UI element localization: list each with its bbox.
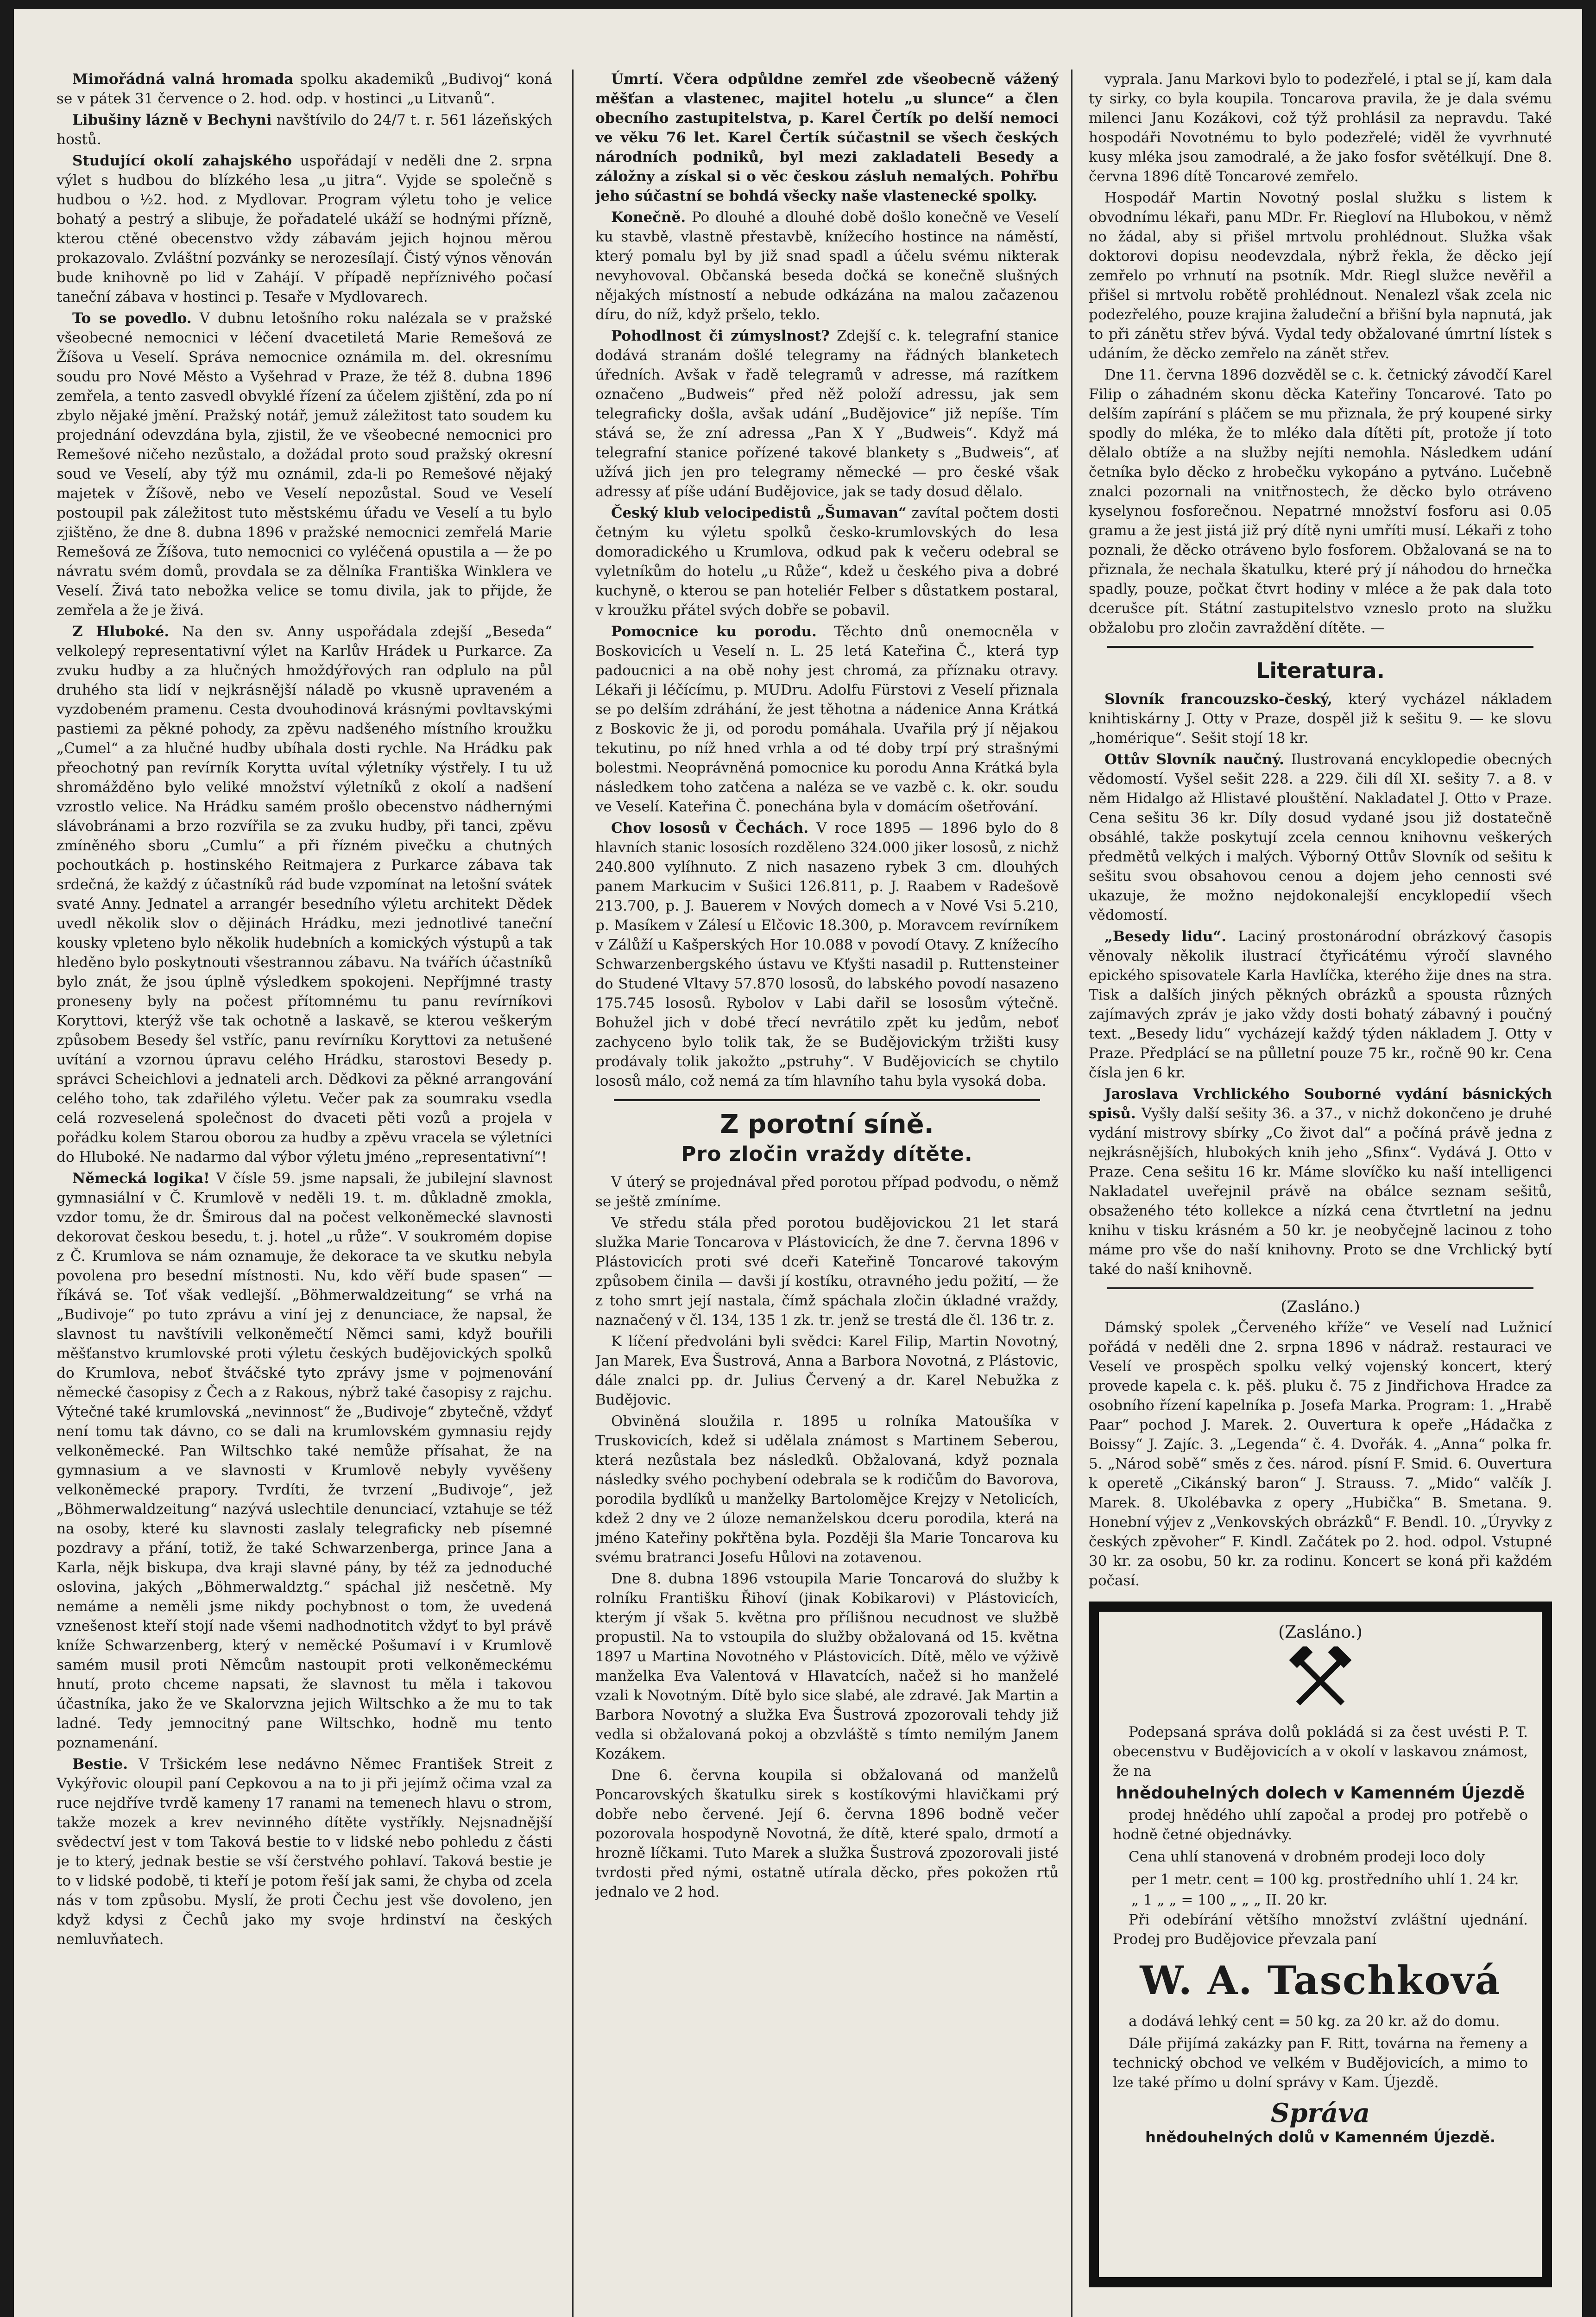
article-paragraph xyxy=(595,1332,1059,1410)
article-paragraph xyxy=(595,818,1059,1091)
article-body: Zdejší c. k. telegrafní stanice dodává stranám došlé telegramy na řádných blanketech úředních. Avšak v řadě telegramů v adresse, má razítkem označeno „Budweis“ před něž položí adressu, jak sem telegraficky došla, avšak udání „Budějovice“ již nepíše. Tím stává se, že zní adressa „Pan X Y „Budweis“. Když má telegrafní stanice pořízené takové blankety s „Budweis“, ať užívá jich jen pro telegramy německé — pro české však adressy ať píše udání Budějovice, jak se tady dosud dělalo. xyxy=(595,328,1059,500)
article-paragraph xyxy=(57,70,552,108)
article-body: Ve středu stála před porotou budějovickou 21 let stará služka Marie Toncarova v Plástovicích, že dne 7. června 1896 v Plástovicích proti své dceři Kateřině Toncarové takovým způsobem činila — davši jí kostíku, otravného jedu požití, — že z toho smrt její nastala, čímž spáchala zločin úkladné vraždy, naznačený v čl. 134, 135 1 zk. tr. jenž se trestá dle čl. 136 tr. z. xyxy=(595,1215,1059,1329)
article-body: Na den sv. Anny uspořádala zdejší „Beseda“ velkolepý representativní výlet na Karlův Hrádek u Purkarce. Za zvuku hudby a za hlučných hmoždýřových ran odplulo na půl druhého sta lidí v nejkrásnější náladě po vkusně upraveném a vyzdobeném pramenu. Cesta dvouhodinová krásnými povltavskými pastiemi za pěkné pohody, za zpěvu nadšeného místního kroužku „Cumel“ a za hlučné hudby ubíhala dosti rychle. Na Hrádku pak přeochotný pan revírník Korytta uvítal výletníky výstřely. I tu už shromážděno bylo veliké množství výletníků z okolí a nadšení vzrostlo velice. Na Hrádku samém prošlo obecenstvo nádhernými slávobránami a brzo rozvířila se za zvuku hudby, při tanci, zpěvu zmíněného sboru „Cumlu“ a při řízném pivečku a chutných pochoutkách p. hostinského Reitmajera z Purkarce zábava tak srdečná, že každý z účastníků rád bude vzpomínat na letošní svátek svaté Anny. Jednatel a arrangér besedního výletu architekt Dědek uvedl několik slov o dějinách Hrádku, mezi jednotlivé taneční kousky vpleteno bylo několik hudebních a komických výstupů a tak hleděno bylo poskytnouti všestrannou zábavu. Na tvářích účastníků bylo znát, že jsou úplně výsledkem spokojeni. Nepříjmné trasty proneseny byly na počest přítomnému tu panu revírníkovi Koryttovi, kterýž vše tak ochotně a laskavě, se kterou veškerým způsobem Besedy šel vstříc, panu revírníku Koryttovi za netušené uvítání a vzornou úpravu celého Hrádku, starostovi Besedy p. správci Scheichlovi a jednateli arch. Dědkovi za pěkné arrangování celého toho, tak zdařilého výletu. Večer pak za soumraku vsedla celá rozveselená společnost do dvaceti pěti vozů a projela v pořádku kolem Starou oborou za hudby a zpěvu vracela se výletníci do Hluboké. Ne nadarmo dal výbor výletu jméno „representativní“! xyxy=(57,623,552,1165)
article-paragraph xyxy=(1089,750,1552,925)
article-body: V čísle 59. jsme napsali, že jubilejní slavnost gymnasiální v Č. Krumlově v neděli 19. t. m. důkladně zmokla, vzdor tomu, že dr. Šmirous dal na počest velkoněmecké slavnosti dekorovat českou besedu, t. j. hotel „u růže“. V soukromém dopise z Č. Krumlova se nám oznamuje, že dekorace ta ve skutku nebyla povolena pro besední místnosti. Nu, kdo věří bude spasen“ — říkává se. Toť však vedlejší. „Böhmerwaldzeitung“ se vrhá na „Budivoje“ po tuto zprávu a viní jej z denunciace, že napsal, že slavnost tu navštívili velkoněmečtí Němci sami, když bouřili měšťanstvo krumlovské proti výletu českých budějovických spolků do Krumlova, neboť štváčské tyto zprávy jsme v pojmenování německé časopisy z Čech a z Rakous, nýbrž také časopisy z rajchu. Výtečné také krumlovská „nevinnost“ že „Budivoje“ zbytečně, vždyť není tomu tak dávno, co se dali na krumlovském gymnasiu rejdy velkoněmecké. Pan Wiltschko také nemůže přísahat, že na gymnasium a ve slavnosti v Krumlově nebyly vyvěšeny velkoněmecké prapory. Tvrdíti, že tvrzení „Budivoje“, jež „Böhmerwaldzeitung“ nazývá uslechtile denunciací, vztahuje se též na osoby, které ku slavnosti zaslaly telegraficky neb písemné pozdravy a přání, totiž, že také Schwarzenberga, prince Jana a Karla, nějk biskupa, dva kraji slavné pány, by též za jednoduché oslovina, jakých „Böhmerwaldztg.“ spáchal již nesčetně. My nemáme a neměli jsme nikdy pochybnost o tom, že uvedená vznešenost kteří stojí nade všemi nadhodnotitch vždyť to byl právě kníže Schwarzenberg, který v neměcké Pošumaví i v Krumlově samém musil proti Němcům nastoupit proti velkoněmeckému hnutí, proto chceme napsati, že slavnost tu měla i takovou účastníka, jako že ve Skalorvzna jejich Wiltschko a že mu to tak ladné. Tedy jemnocitný pane Wiltschko, hodně mu tento poznamenání. xyxy=(57,1170,552,1751)
article-body: V úterý se projednával před porotou případ podvodu, o němž se ještě zmíníme. xyxy=(595,1174,1059,1210)
article-paragraph xyxy=(1089,690,1552,748)
coal-advertisement xyxy=(1089,1602,1552,2287)
article-body: uspořádají v neděli dne 2. srpna výlet s hudbou do blízkého lesa „u jitra“. Vyjde se společně s hudbou o ½2. hod. z Mydlovar. Program výletu toho je velice bohatý a pestrý a slibuje, že pořadatelé ukáží se hodnými přízně, kterou ctěné obecenstvo vždy zábavám jejich hojnou měrou prokazovalo. Zvláštní pozvánky se nerozesílají. Čistý výnos věnován bude knihovně po lid v Zahájí. V případě nepříznivého počasí taneční zábava v hostinci p. Tesaře v Mydlovarech. xyxy=(57,152,552,305)
article-lead: Chov lososů v Čechách. xyxy=(611,820,809,836)
ad-label: (Zasláno.) xyxy=(1278,1623,1363,1642)
article-paragraph xyxy=(1089,927,1552,1083)
article-lead: Slovník francouzsko-český, xyxy=(1104,691,1332,708)
article-lead: Pomocnice ku porodu. xyxy=(611,623,817,640)
court-section-title: Z porotní síně. xyxy=(720,1109,934,1140)
article-body: spolku akademiků „Budivoj“ koná se v pátek 31 července o 2. hod. odp. v hostinci „u Litvanů“. xyxy=(57,71,552,107)
article-lead: Pohodlnost či zúmyslnost? xyxy=(611,328,830,344)
article-paragraph xyxy=(595,1172,1059,1211)
literature-title: Literatura. xyxy=(1256,658,1385,683)
article-body: Po dlouhé a dlouhé době došlo konečně ve Veselí ku stavbě, vlastně přestavbě, knížecího hostince na náměstí, který pomalu byl by již snad spadl a účelu svému nikterak nevyhovoval. Občanská beseda dočká se konečně slušných nějakých místností a nebude odkázána na malou začazenou díru, do níž, když pršelo, teklo. xyxy=(595,209,1059,323)
article-paragraph xyxy=(57,1754,552,1949)
article-paragraph xyxy=(595,1412,1059,1567)
article-body: V dubnu letošního roku nalézala se v pražské všeobecné nemocnici v léčení dvacetiletá Marie Remešová ze Žíšova u Veselí. Správa nemocnice oznámila m. del. okresnímu soudu pro Nové Město a Vyšehrad v Praze, že též 8. dubna 1896 zemřela, a tento zasvedl obvyklé řízení za účelem zjištění, zda po ní zbylo nějaké jmění. Pražský notář, jemuž záležitost tato soudem ku projednání odevzdána byla, zjistil, že ve všeobecné nemocnici pro Remešové ničeho nezůstalo, a dožádal proto soud pražský okresní soud ve Veselí, aby týž mu oznámil, zda-li po Remešové nějaký majetek v Žíšově, nebo ve Veselí nepozůstal. Soud ve Veselí postoupil pak záležitost tuto městskému úřadu ve Veselí a tu bylo zjištěno, že dne 8. dubna 1896 v pražské nemocnici zemřelá Marie Remešová ze Žíšova, tuto nemocnici co vyléčená opustila a — že po návratu svém domů, provdala se za dělníka Františka Winklera ve Veselí. Živá tato nebožka velice se tomu divila, jak to přijde, že zemřela a že je živá. xyxy=(57,310,552,619)
column-3 xyxy=(1089,70,1552,2317)
article-lead: Bestie. xyxy=(72,1756,128,1773)
ad-mid: prodej hnědého uhlí započal a prodej pro potřebě o hodně četné objednávky. xyxy=(1113,1807,1528,1843)
article-paragraph xyxy=(595,622,1059,817)
article-paragraph xyxy=(57,622,552,1167)
article-lead: Konečně. xyxy=(611,209,686,226)
article-body: Těchto dnů onemocněla v Boskovicích u Veselí n. L. 25 letá Kateřina Č., která typ padoucnici a na obě nohy jest chromá, za příznaku otravy. Lékaři ji léčícímu, p. MUDru. Adolfu Fürstovi z Veselí přiznala se po delším zdráhání, že jest těhotna a nádenice Anna Krátká z Boskovic že ji, od porodu pomáhala. Uvařila prý jí nějakou tekutinu, po níž hned vrhla a od té doby trpí prý strašnými bolestmi. Neoprávněná pomocnice ku porodu Anna Krátká byla následkem toho zatčena a naléza se ve vazbě c. k. okr. soudu ve Veselí. Kateřina Č. ponechána byla v domácím ošetřování. xyxy=(595,623,1059,815)
article-lead: Úmrtí. Včera odpůldne zemřel zde všeobecně vážený měšťan a vlastenec, majitel hotelu „u slunce“ a člen obecního zastupitelstva, p. Karel Čertík po delší nemoci ve věku 76 let. Karel Čertík súčastnil se všech českých národních podniků, byl mezi zakladateli Besedy a záložny a získal si o věc českou zásluh nemalých. Pohřbu jeho súčastní se bohdá všecky naše vlastenecké spolky. xyxy=(595,71,1059,204)
article-body: V roce 1895 — 1896 bylo do 8 hlavních stanic lososích rozděleno 324.000 jiker lososů, z nichž 240.800 vylíhnuto. Z nich nasazeno rybek 3 cm. dlouhých panem Markucim v Sušici 126.811, p. J. Raabem v Radešově 213.700, p. J. Bauerem v Nových domech a v Nové Vsi 5.210, p. Masíkem v Zálesí u Elčovic 18.300, p. Moravcem revírníkem v Zálůží u Kašperských Hor 10.088 v povodí Otavy. Z knížecího Schwarzenbergského ústavu ve Kťyšti nasadil p. Ruttensteiner do Studené Vltavy 57.870 lososů, do labského povodí nasazeno 175.745 lososů. Rybolov v Labi dařil se lososům výtečně. Bohužel jich v dobé třecí nevrátilo zpět ku jedům, neboť zachyceno bylo tolik tak, že se Budějovickým tržišti kusy prodávaly tolik jakožto „pstruhy“. V Budějovicích se chytilo lososů málo, což nemá za tím hlavního tahu byla vysoká doba. xyxy=(595,820,1059,1089)
article-lead: Mimořádná valná hromada xyxy=(72,71,294,88)
crossed-hammers-icon xyxy=(1286,1646,1355,1716)
column-2-news xyxy=(595,70,1059,1091)
article-lead: To se povedlo. xyxy=(72,310,192,327)
article-body: Obviněná sloužila r. 1895 u rolníka Matoušíka v Truskovicích, kdež si udělala známost s Martinem Seberou, která nezůstala bez následků. Obžalovaná, když poznala následky svého pochybení odebrala se k rodičům do Bavorova, porodila bydlíků u manželky Bartolomějce Krejzy v Netolicích, kdež 2 dny ve 2 úloze nemanželskou dceru porodila, která na jméno Kateřiny pokřtěna byla. Později šla Marie Toncarova ku svému bratranci Josefu Hůlovi na zotavenou. xyxy=(595,1413,1059,1566)
article-body: Vyšly další sešity 36. a 37., v nichž dokončeno je druhé vydání mistrovy sbírky „Co život dal“ a počíná právě jedna z nejkrásnějších, hlubokých knih jeho „Sfinx“. Vydává J. Otto v Praze. Cena sešitu 16 kr. Máme slovíčko ku naší intelligenci Nakladatel uveřejnil právě na obálce seznam sešitů, obsaženého této kollekce a nízká cena čtvrtletní na jednu knihu v tisku krásném a 50 kr. je neobyčejně lacinou z toho máme pro vše do naší knihovny. Proto se dne Vrchlický bytí také do naší knihovně. xyxy=(1089,1105,1552,1278)
article-body: Hospodář Martin Novotný poslal služku s listem k obvodnímu lékaři, panu MDr. Fr. Riegloví na Hlubokou, v němž no žádal, aby si přišel mrtvolu prohlédnout. Služka však doktorovi dopisu neodevzdala, nýbrž řekla, že děcko její zemřelo po vrhnutí na psotník. Mdr. Riegl služce nevěřil a přišel si mrtvolu robětě prohlédnout. Nenalezl však zcela nic podezřelého, pouze krajina žaludeční a břišní byla napnutá, jak to při zánětu střev bývá. Vydal tedy obžalované úmrtní lístek s udáním, že děcko zemřelo na zánět střev. xyxy=(1089,190,1552,362)
ad-mine-name: hnědouhelných dolech v Kamenném Újezdě xyxy=(1116,1784,1525,1803)
court-report xyxy=(595,1172,1059,1902)
column-2 xyxy=(595,70,1059,2317)
article-paragraph xyxy=(595,208,1059,324)
article-lead: Německá logika! xyxy=(72,1170,210,1187)
price-line: „ 1 „ „ = 100 „ „ „ II. 20 kr. xyxy=(1131,1892,1328,1908)
article-body: který vycházel nákladem knihtiskárny J. Otty v Praze, dospěl již k sešitu 9. — ke slovu „homérique“. Sešit stojí 18 kr. xyxy=(1089,691,1552,747)
divider xyxy=(1107,646,1533,648)
article-paragraph xyxy=(57,110,552,149)
article-paragraph xyxy=(57,309,552,620)
article-body: Dne 6. června koupila si obžalovaná od manželů Poncarovských škatulku sirek s kostíkovými hlavičkami prý dobře nebo červené. Její 6. června 1896 bodně večer pozorovala hospodyně Novotná, že dítě, které spalo, drmotí a hrozně líčkami. Tuto Marek a služka Šustrová zpozorovali jisté tvrdosti před nými, ostatně utírala děcko, přes pokožen rtů jednalo ve 2 hod. xyxy=(595,1767,1059,1900)
court-report-continued xyxy=(1089,70,1552,638)
article-paragraph xyxy=(595,503,1059,620)
article-body: Laciný prostonárodní obrázkový časopis věnovaly několik ilustrací čtyřicátému výročí slavného epického spisovatele Karla Havlíčka, kterého žije dnes na stra. Tisk a dalších jiných pěkných obrázků a spousta různých zajímavých zpráv je jako vždy dosti bohatý zábavný i poučný text. „Besedy lidu“ vycházejí každý týden nákladem J. Otty v Praze. Předplácí se na půlletní pouze 75 kr., ročně 90 kr. Cena čísla jen 6 kr. xyxy=(1089,928,1552,1081)
ad-agency: Při odebírání většího množství zvláštní ujednání. Prodej pro Budějovice převzala paní xyxy=(1113,1912,1528,1948)
article-paragraph xyxy=(1089,70,1552,186)
newspaper-page xyxy=(14,9,1582,2317)
price-line: per 1 metr. cent = 100 kg. prostředního uhlí 1. 24 kr. xyxy=(1131,1871,1519,1888)
zaslano-label: (Zasláno.) xyxy=(1281,1298,1360,1316)
ad-delivery: a dodává lehký cent = 50 kg. za 20 kr. až do domu. xyxy=(1129,2013,1500,2030)
column-rule xyxy=(1071,70,1072,2317)
ad-sprava: Správa xyxy=(1270,2098,1370,2128)
article-body: vyprala. Janu Markovi bylo to podezřelé, i ptal se jí, kam dala ty sirky, co byla koupila. Toncarova pravila, že je dala svému milenci Janu Kozákovi, což týž prohlásil za nepravdu. Také hospodáři Novotnému to bylo podezřelé; viděl že vyvrhnuté kusy mléka jsou zamodralé, a že jako fosfor světélkují. Dne 8. června 1896 dítě Toncarové zemřelo. xyxy=(1089,71,1552,185)
article-lead: „Besedy lidu“. xyxy=(1104,928,1227,945)
ad-price-intro: Cena uhlí stanovená v drobném prodeji loco doly xyxy=(1129,1849,1485,1865)
article-paragraph xyxy=(595,1569,1059,1764)
article-lead: Libušiny lázně v Bechyni xyxy=(72,112,272,128)
column-rule xyxy=(572,70,574,2317)
article-lead: Studující okolí zahajského xyxy=(72,152,292,169)
article-paragraph xyxy=(595,326,1059,501)
article-lead: Jaroslava Vrchlického Souborné vydání básnických spisů. xyxy=(1089,1086,1552,1122)
article-body: K líčení předvoláni byli svědci: Karel Filip, Martin Novotný, Jan Marek, Eva Šustrová, Anna a Barbora Novotná, z Plástovic, dále znalci pp. dr. Julius Červený a dr. Karel Nebužka z Budějovic. xyxy=(595,1333,1059,1408)
court-case-subtitle: Pro zločin vraždy dítěte. xyxy=(681,1142,973,1166)
divider xyxy=(614,1099,1040,1101)
article-paragraph xyxy=(595,70,1059,206)
article-body: Dne 11. června 1896 dozvěděl se c. k. četnický závodčí Karel Filip o záhadném skonu děcka Kateřiny Toncarové. Tato po delším zapírání s pláčem se mu přiznala, že prý koupené sirky spodly do mléka, že to mléko dala dítěti pít, protože jí toto dělalo obtíže a na služby nejíti nemohla. Následkem udání četníka bylo děcko z hrobečku vykopáno a pytváno. Lučebně znalci pozornali na vnitřnostech, že děcko bylo otráveno kyselynou fosforečnou. Nepatrné množství fosforu asi 0.05 gramu a že jest jistá již prý dítě nyni umříti musí. Lékaři z toho poznali, že děcko otráveno bylo fosforem. Obžalovaná se na to přiznala, že nechala škatulku, které prý jí náhodou do hrnečka spadly, pouze, počkat čtvrt hodiny v mléce a že pak dala toto dcerušce pít. Státní zastupitelstvo vzneslo proto na služku obžalobu pro zločin zavraždění dítěte. — xyxy=(1089,367,1552,636)
ad-orders: Dále přijímá zakázky pan F. Ritt, továrna na řemeny a technický obchod ve velkém v Budějovicích, a mimo to lze také přímo u dolní správy v Kam. Újezdě. xyxy=(1113,2035,1528,2091)
concert-notice: Dámský spolek „Červeného kříže“ ve Veselí nad Lužnicí pořádá v neděli dne 2. srpna 1896 v nádraž. restauraci ve Veselí ve prospěch spolku velký vojenský koncert, který provede kapela c. k. pěš. pluku č. 75 z Jindřichova Hradce za osobního řízení kapelníka p. Josefa Marka. Program: 1. „Hrabě Paar“ pochod J. Marek. 2. Ouvertura k opeře „Hádačka z Boissy“ J. Zajíc. 3. „Legenda“ č. 4. Dvořák. 4. „Anna“ polka fr. 5. „Národ sobě“ směs z čes. národ. písní F. Smid. 6. Ouvertura k operetě „Cikánský baron“ J. Strauss. 7. „Mido“ valčík J. Marek. 8. Ukolébavka z opery „Hubička“ B. Smetana. 9. Honební výjev z „Venkovských obrázků“ F. Bendl. 10. „Úryvky z českých zpěvoher“ F. Kindl. Začátek po 2. hod. odpol. Vstupné 30 kr. za osobu, 50 kr. za rodinu. Koncert se koná při každém počasí. xyxy=(1089,1319,1552,1589)
ad-footer: hnědouhelných dolů v Kamenném Újezdě. xyxy=(1145,2128,1495,2146)
article-paragraph xyxy=(1089,1084,1552,1279)
article-paragraph xyxy=(595,1766,1059,1902)
column-1 xyxy=(57,70,552,2317)
article-body: Ilustrovaná encyklopedie obecných vědomostí. Vyšel sešit 228. a 229. čili díl XI. sešity 7. a 8. v něm Hidalgo až Hlistavé plouštění. Nakladatel J. Otto v Praze. Cena sešitu 36 kr. Díly dosud vydané jsou již dostatečně obsáhlé, takže poskytují zcela cennou knihovnu veškerých předmětů velkých i malých. Výborný Ottův Slovník od sešitu k sešitu svou obsahovou cenou a dojem jeho cennosti své ukazuje, že možno nejdokonalejší encyklopedií všech vědomostí. xyxy=(1089,751,1552,924)
article-lead: Z Hluboké. xyxy=(72,623,170,640)
article-body: Dne 8. dubna 1896 vstoupila Marie Toncarová do služby k rolníku Františku Řihoví (jinak Kobikarovi) v Plástovicích, kterým jí však 5. května pro přílišnou necudnost ve službě propustil. Na to vstoupila do služby obžalovaná od 15. května 1897 u Martina Novotného v Plástovicích. Dítě, mělo ve výživě manželka Eva Valentová v Hlavatcích, načež si ho manželé vzali k Novotným. Dítě bylo sice slabé, ale zdravé. Jak Martin a Barbora Novotný a služka Eva Šustrová zpozorovali tehdy již vedla si obžalovaná pokoj a obzvláště s tímto nemilým Janem Kozákem. xyxy=(595,1570,1059,1762)
divider xyxy=(1107,1287,1533,1289)
article-lead: Ottův Slovník naučný. xyxy=(1104,751,1284,768)
article-paragraph xyxy=(1089,188,1552,363)
article-paragraph xyxy=(57,151,552,307)
ad-intro: Podepsaná správa dolů pokládá si za čest uvésti P. T. obecenstvu v Budějovicích a v okolí v laskavou známost, že na xyxy=(1113,1724,1528,1779)
article-lead: Český klub velocipedistů „Šumavan“ xyxy=(611,505,907,521)
article-body: V Tršickém lese nedávno Němec František Streit z Vykýřovic oloupil paní Cepkovou a na to ji při jejímž očima vzal za ruce nejdříve tvrdě kameny 17 ranami na temenech hlavu o strom, takže mozek a krev nevinného dítěte vystříkly. Nejsnadnější svědectví jest v tom Taková bestie to v lidské nebo pohledu z části je to který, jednak bestie se vší čerstvého pohlaví. Taková bestie je to v lidské podobě, ti kteří je potom řeší jak sami, že chyba od zcela nás v tom způsobu. Myslí, že proti Čechu jest vše dovoleno, jen když kdysi z Čechů jako my svoje hrdinství na českých nemluvňatech. xyxy=(57,1756,552,1948)
article-body: zavítal počtem dosti četným ku výletu spolků česko-krumlovských do lesa domoradického u Krumlova, odkud pak k večeru odebral se vyletníkům do hotelu „u Růže“, kdež u českého piva a dobré kuchyně, o kterou se pan hoteliér Felber s důstatkem postaral, v kroužku přátel svých dobře se pobavil. xyxy=(595,505,1059,619)
article-paragraph xyxy=(595,1213,1059,1330)
article-body: navštívilo do 24/7 t. r. 561 lázeňských hostů. xyxy=(57,112,552,148)
ad-firm-name: W. A. Taschková xyxy=(1140,1957,1501,2003)
article-paragraph xyxy=(57,1169,552,1753)
article-paragraph xyxy=(1089,365,1552,638)
literature-items xyxy=(1089,690,1552,1279)
